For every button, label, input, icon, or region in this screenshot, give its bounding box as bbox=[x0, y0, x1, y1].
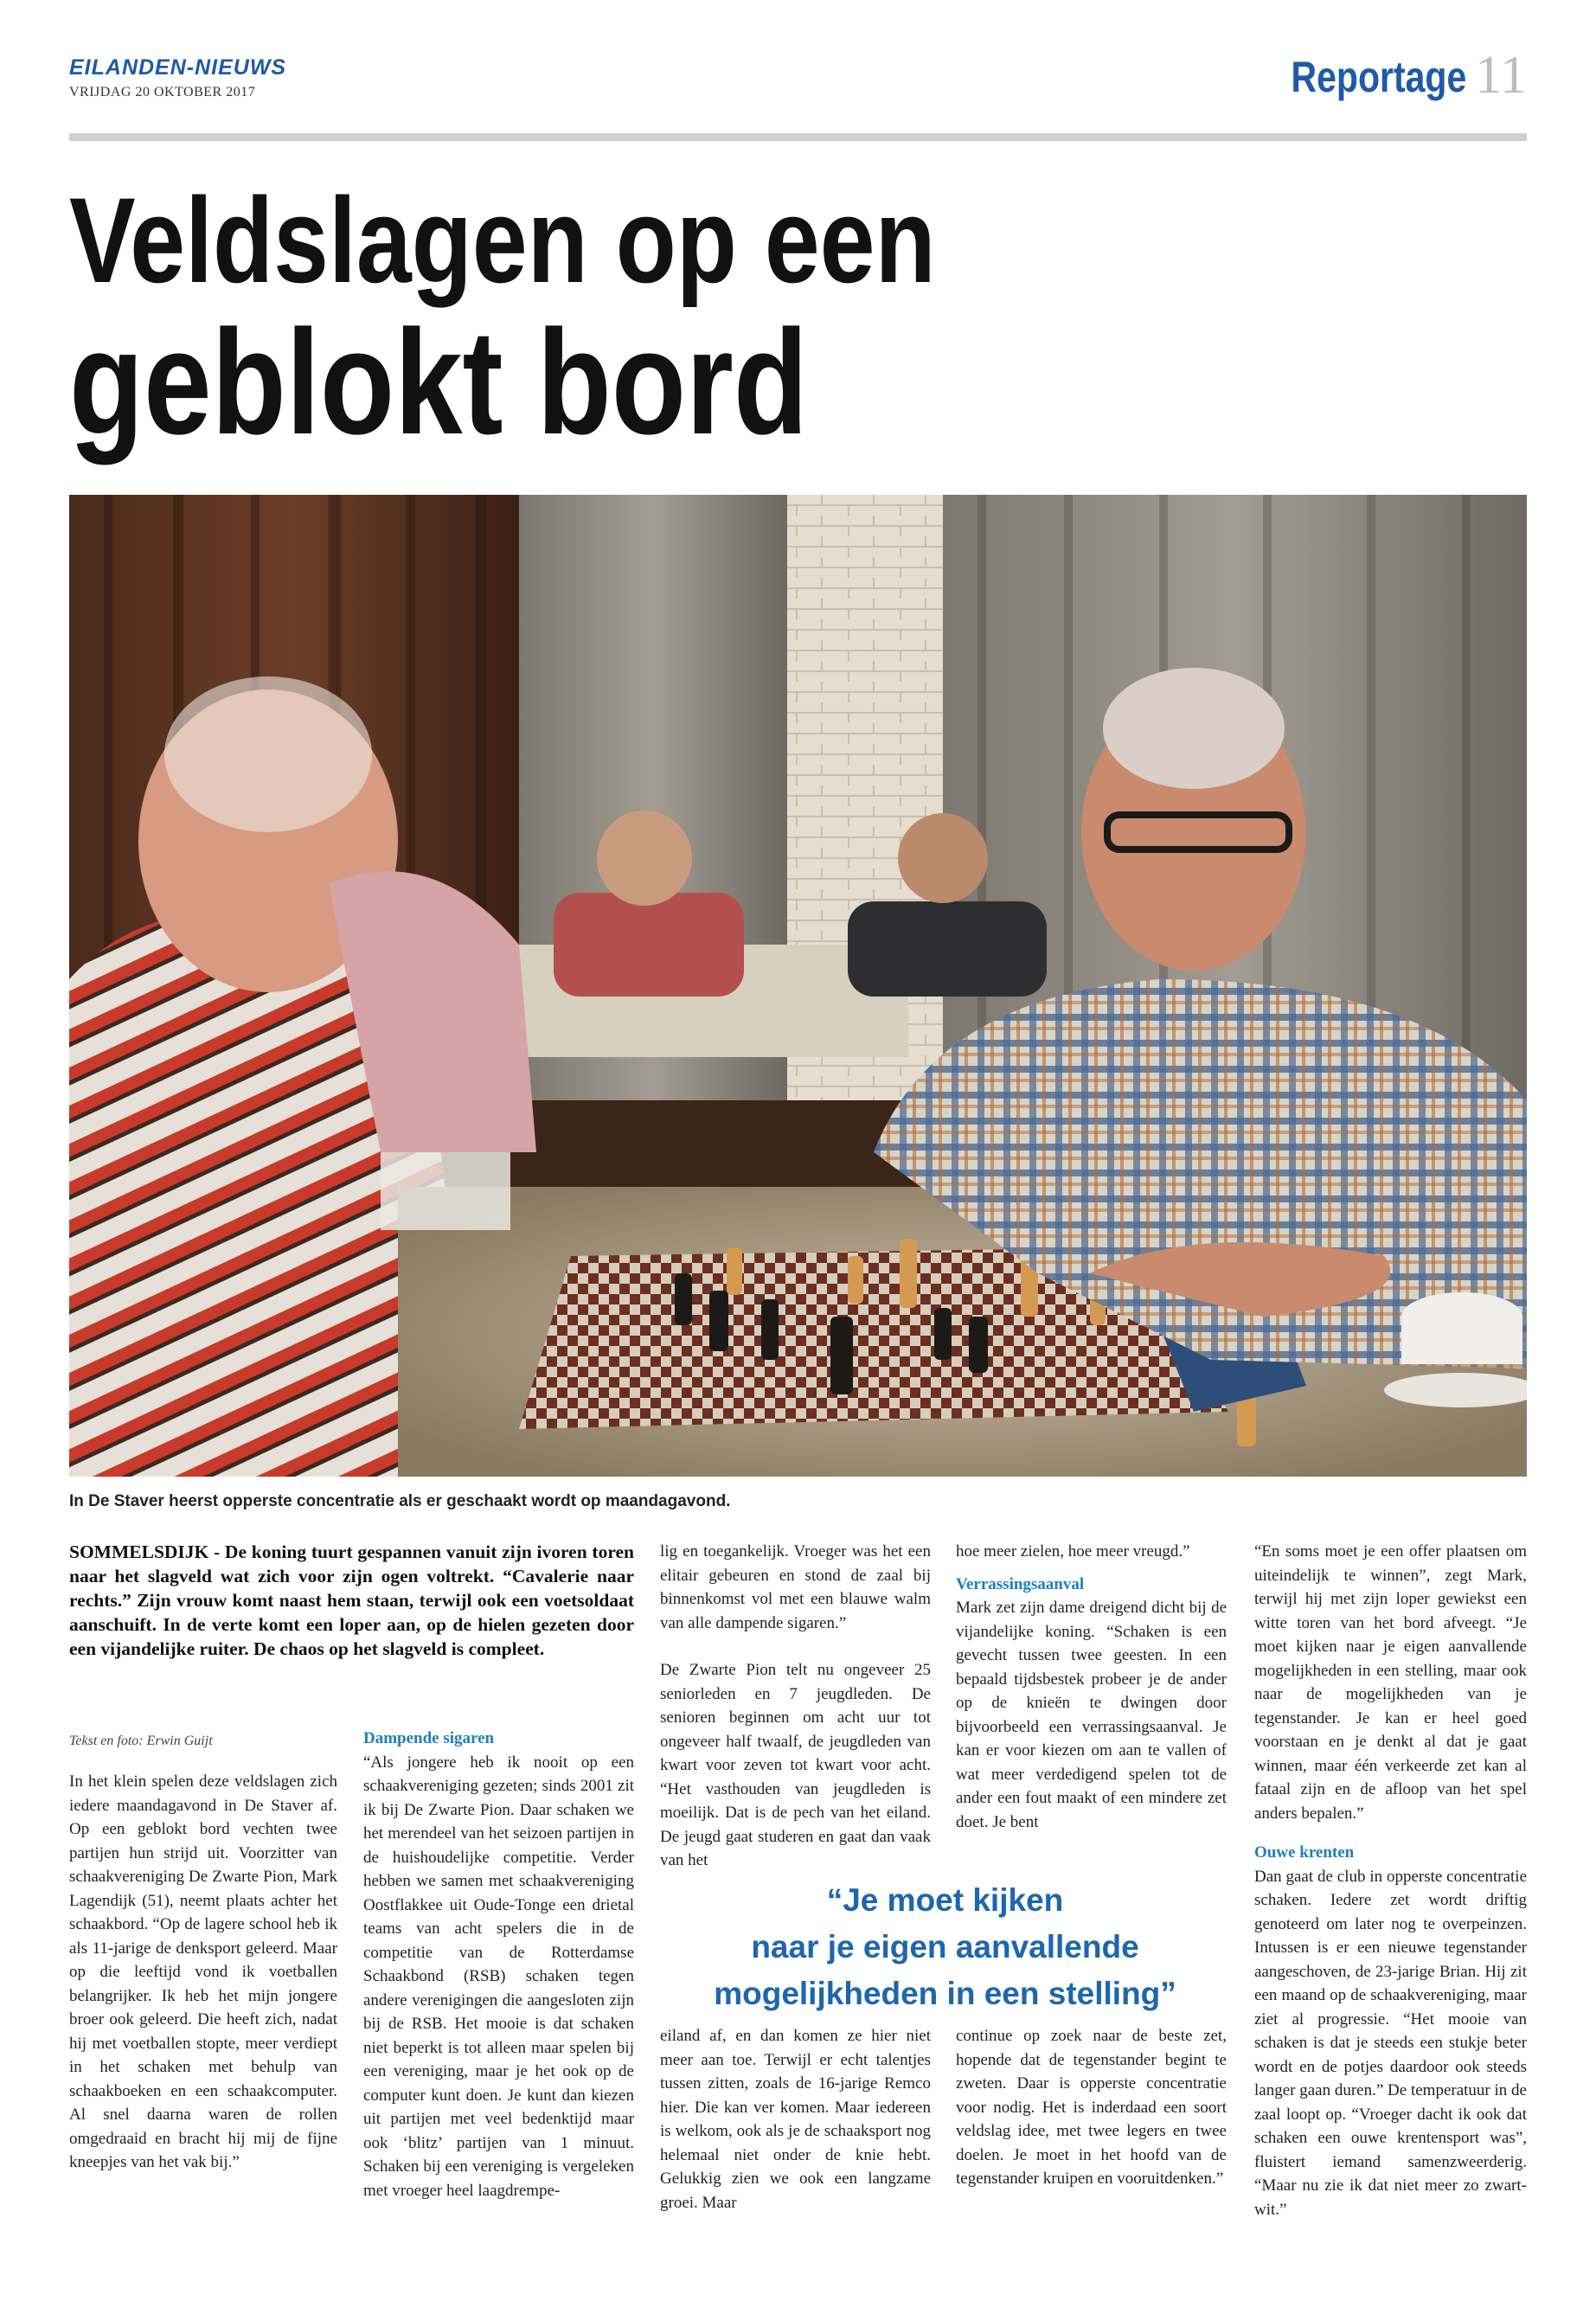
pull-quote-line-2: naar je eigen aanvallende bbox=[751, 1929, 1139, 1965]
publication-date: VRIJDAG 20 OKTOBER 2017 bbox=[69, 85, 256, 99]
section-title: Reportage bbox=[1291, 53, 1466, 101]
masthead: EILANDEN-NIEUWS bbox=[69, 55, 287, 80]
photo-illustration bbox=[69, 495, 1527, 1477]
column-2-paragraph: “Als jongere heb ik nooit op een schaakvereniging gezeten; sinds 2001 zit ik bij De Zwarte Pion. Daar schaken we het merendeel van het seizoen partijen in de huishoudelijke competitie. Verder hebben we samen met schaakvereniging Oostflakkee uit Oude-Tonge een drietal teams van acht spelers die in de competitie van de Rotterdamse Schaakbond (RSB) schaken tegen andere verenigingen die aangesloten zijn bij de RSB. Het mooie is dat schaken niet beperkt is tot alleen maar spelen bij een vereniging, maar je het ook op de computer kunt doen. Je kunt dan kiezen uit partijen met veel bedenktijd maar ook ‘blitz’ partijen van 1 minuut. Schaken bij een vereniging is vergeleken met vroeger heel laagdrempe- bbox=[363, 1753, 634, 2200]
pull-quote bbox=[657, 1877, 1233, 2017]
headline-line-1: Veldslagen op een bbox=[69, 172, 936, 308]
column-4-top bbox=[956, 1540, 1227, 1857]
pull-quote-line-1: “Je moet kijken bbox=[826, 1882, 1064, 1918]
subhead-dampende-sigaren: Dampende sigaren bbox=[363, 1729, 495, 1747]
subhead-verrassingsaanval: Verrassingsaanval bbox=[956, 1574, 1085, 1593]
column-3-top bbox=[660, 1540, 931, 1896]
column-3-bottom bbox=[660, 2024, 931, 2238]
column-3-paragraph-1: lig en toegankelijk. Vroeger was het een elitair gebeuren en stond de zaal bij binnenkomst vol met een blauwe walm van alle dampende sigaren.” bbox=[660, 1542, 931, 1632]
subhead-ouwe-krenten: Ouwe krenten bbox=[1254, 1843, 1355, 1862]
photo-credit: Tekst en foto: Erwin Guijt bbox=[69, 1734, 213, 1748]
chess-players-photo bbox=[69, 495, 1527, 1477]
article-lead: SOMMELSDIJK - De koning tuurt gespannen vanuit zijn ivoren toren naar het slagveld wat zich voor zijn ogen voltrekt. “Cavalerie naar rechts.” Zijn vrouw komt naast hem staan, terwijl ook een voetsoldaat aanschuift. In de verte komt een loper aan, op de hielen gezeten door een vijandelijke ruiter. De chaos op het slagveld is compleet. bbox=[69, 1541, 634, 1659]
column-4-paragraph-2: Mark zet zijn dame dreigend dicht bij de vijandelijke koning. “Schaken is een gevecht tussen twee geesten. In een bepaald tijdsbestek probeer je de ander op de knieën te dwingen door bijvoorbeeld een verrassingsaanval. Je kan er voor kiezen om aan te vallen of wat meer verdedigend spelen tot de ander een fout maakt of een mindere zet doet. Je bent bbox=[956, 1599, 1227, 1831]
header-rule bbox=[69, 133, 1527, 141]
page-number: 11 bbox=[1475, 46, 1527, 105]
column-4-paragraph-1: hoe meer zielen, hoe meer vreugd.” bbox=[956, 1542, 1190, 1561]
column-5-paragraph-1: “En soms moet je een offer plaatsen om uiteindelijk te winnen”, zegt Mark, terwijl hij met zijn loper gewiekst een witte toren van het bord afveegt. “Je moet kijken naar je eigen aanvallende mogelijkheden in een stelling, maar ook naar de mogelijkheden van je tegenstander. Je kan er heel goed voorstaan en je denkt al dat je gaat winnen, maar één verkeerde zet kan al fataal zijn en de afloop van het spel anders bepalen.” bbox=[1254, 1542, 1527, 1823]
column-4-paragraph-3: continue op zoek naar de beste zet, hopende dat de tegenstander begint te zweten. Daar is opperste concentratie voor nodig. Het is inderdaad een soort veldslag idee, met twee legers en twee doelen. Je moet in het hoofd van de tegenstander kruipen en vooruitdenken.” bbox=[956, 2027, 1227, 2188]
column-4-bottom bbox=[956, 2024, 1227, 2214]
column-2 bbox=[363, 1727, 634, 2226]
column-1-paragraph: In het klein spelen deze veldslagen zich iedere maandagavond in De Staver af. Op een geblokt bord vechten twee partijen hun strijd uit. Voorzitter van schaakvereniging De Zwarte Pion, Mark Lagendijk (51), neemt plaats achter het schaakbord. “Op de lagere school heb ik als 11-jarige de denksport geleerd. Maar op die leeftijd vond ik voetballen belangrijker. Ik heb het mijn jongere broer ook geleerd. Die heeft zich, nadat hij met voetballen stopte, meer verdiept in het schaken met behulp van schaakboeken en een schaakcomputer. Al snel daarna waren de rollen omgedraaid en bracht hij mij de fijne kneepjes van het vak bij.” bbox=[69, 1772, 337, 2171]
pull-quote-line-3: mogelijkheden in een stelling” bbox=[714, 1976, 1176, 2011]
column-3-paragraph-2: De Zwarte Pion telt nu ongeveer 25 seniorleden en 7 jeugdleden. De senioren beginnen om acht uur tot ongeveer half twaalf, de jeugdleden van kwart voor zeven tot kwart voor acht. “Het vasthouden van jeugdleden is moeilijk. Dat is de pech van het eiland. De jeugd gaat studeren en gaat dan vaak van het bbox=[660, 1661, 931, 1869]
photo-caption: In De Staver heerst opperste concentratie als er geschaakt wordt op maandagavond. bbox=[69, 1492, 731, 1510]
column-3-paragraph-3: eiland af, en dan komen ze hier niet meer aan toe. Terwijl er echt talentjes tussen zitten, zoals de 16-jarige Remco hier. Die kan ver komen. Maar iedereen is welkom, ook als je de schaaksport nog helemaal niet onder de knie hebt. Gelukkig zien we ook een langzame groei. Maar bbox=[660, 2027, 931, 2212]
column-5 bbox=[1254, 1540, 1527, 2245]
headline-line-2: geblokt bord bbox=[69, 299, 809, 465]
column-1 bbox=[69, 1770, 337, 2198]
column-5-paragraph-2: Dan gaat de club in opperste concentratie schaken. Iedere zet wordt driftig genoteerd om later nog te overpeinzen. Intussen is er een nieuwe tegenstander aangeschoven, de 23-jarige Brian. Hij zit een maand op de schaakvereniging, maar ziet al progressie. “Het mooie van schaken is dat je steeds een stukje beter wordt en de potjes daardoor ook steeds langer gaan duren.” De temperatuur in de zaal loopt op. “Vroeger dacht ik ook dat schaken een ouwe krentensport was”, fluistert iemand samenzweerderig. “Maar nu zie ik dat niet meer zo zwart-wit.” bbox=[1254, 1867, 1527, 2219]
